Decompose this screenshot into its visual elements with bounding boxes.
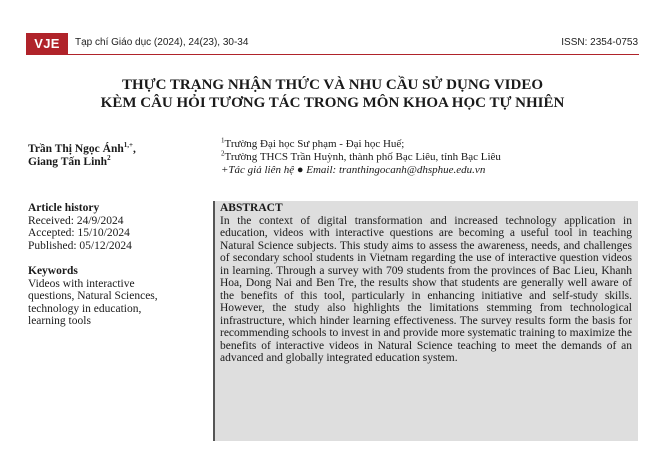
keywords-line-1: Videos with interactive bbox=[28, 277, 135, 290]
abstract-heading: ABSTRACT bbox=[220, 202, 283, 214]
keywords-line-2: questions, Natural Sciences, bbox=[28, 290, 158, 302]
paper-title bbox=[26, 76, 639, 112]
affiliation-2 bbox=[221, 151, 501, 164]
issn-label: ISSN: 2354-0753 bbox=[561, 37, 638, 48]
title-line-2: KÈM CÂU HỎI TƯƠNG TÁC TRONG MÔN KHOA HỌC TỰ NHIÊN bbox=[100, 95, 565, 111]
received-date: Received: 24/9/2024 bbox=[28, 214, 124, 227]
keywords-line-3: technology in education, bbox=[28, 302, 142, 315]
corresponding-contact: +Tác giả liên hệ ● Email: tranthingocanh@dhsphue.edu.vn bbox=[221, 164, 486, 176]
article-sidebar bbox=[28, 202, 206, 328]
author-2-sup: 2 bbox=[107, 154, 111, 163]
published-date: Published: 05/12/2024 bbox=[28, 239, 132, 252]
abstract-text: In the context of digital transformation and increased technology application in education, videos with interactive questions are becoming a useful tool in teaching Natural Science subjects. This study aims to assess the awareness, needs, and challenges of secondary school students in Vietnam regarding the use of interactive question videos in learning. Through a survey with 709 students from the provinces of Bac Lieu, Khanh Hoa, Dong Nai and Ben Tre, the results show that students are generally well aware of the benefits of this tool, particularly in enhancing initiative and self-study skills. However, the study also highlights the limitations stemming from technological infrastructure, which hinder learning effectiveness. The survey results form the basis for recommending schools to invest in and provide more systematic training to maximize the benefits of interactive videos in Natural Science teaching to meet the demands of an advanced and globally integrated education system. bbox=[220, 214, 632, 364]
author-1 bbox=[28, 143, 136, 156]
affiliation-2-text: Trường THCS Trần Huỳnh, thành phố Bạc Liêu, tỉnh Bạc Liêu bbox=[224, 151, 501, 163]
author-2-name: Giang Tấn Linh bbox=[28, 156, 108, 168]
affiliation-1-text: Trường Đại học Sư phạm - Đại học Huế; bbox=[224, 138, 405, 150]
affiliations bbox=[221, 138, 501, 177]
affiliation-1-sup: 1 bbox=[221, 136, 225, 145]
affiliation-2-sup: 2 bbox=[221, 149, 225, 158]
journal-logo: VJE bbox=[26, 33, 68, 54]
author-list bbox=[28, 143, 136, 169]
abstract-box bbox=[213, 201, 638, 441]
author-separator: , bbox=[133, 143, 136, 155]
header-divider bbox=[26, 54, 639, 55]
accepted-date: Accepted: 15/10/2024 bbox=[28, 227, 130, 239]
journal-reference: Tạp chí Giáo dục (2024), 24(23), 30-34 bbox=[75, 37, 249, 48]
title-line-1: THỰC TRẠNG NHẬN THỨC VÀ NHU CẦU SỬ DỤNG VIDEO bbox=[121, 77, 543, 93]
keywords-heading: Keywords bbox=[28, 265, 78, 277]
author-2 bbox=[28, 156, 136, 169]
affiliation-1 bbox=[221, 138, 501, 151]
article-history-heading: Article history bbox=[28, 202, 100, 214]
author-1-name: Trần Thị Ngọc Ánh bbox=[28, 143, 124, 155]
author-1-sup: 1,+ bbox=[123, 141, 134, 150]
keywords-line-4: learning tools bbox=[28, 315, 91, 327]
spacer bbox=[28, 252, 206, 265]
